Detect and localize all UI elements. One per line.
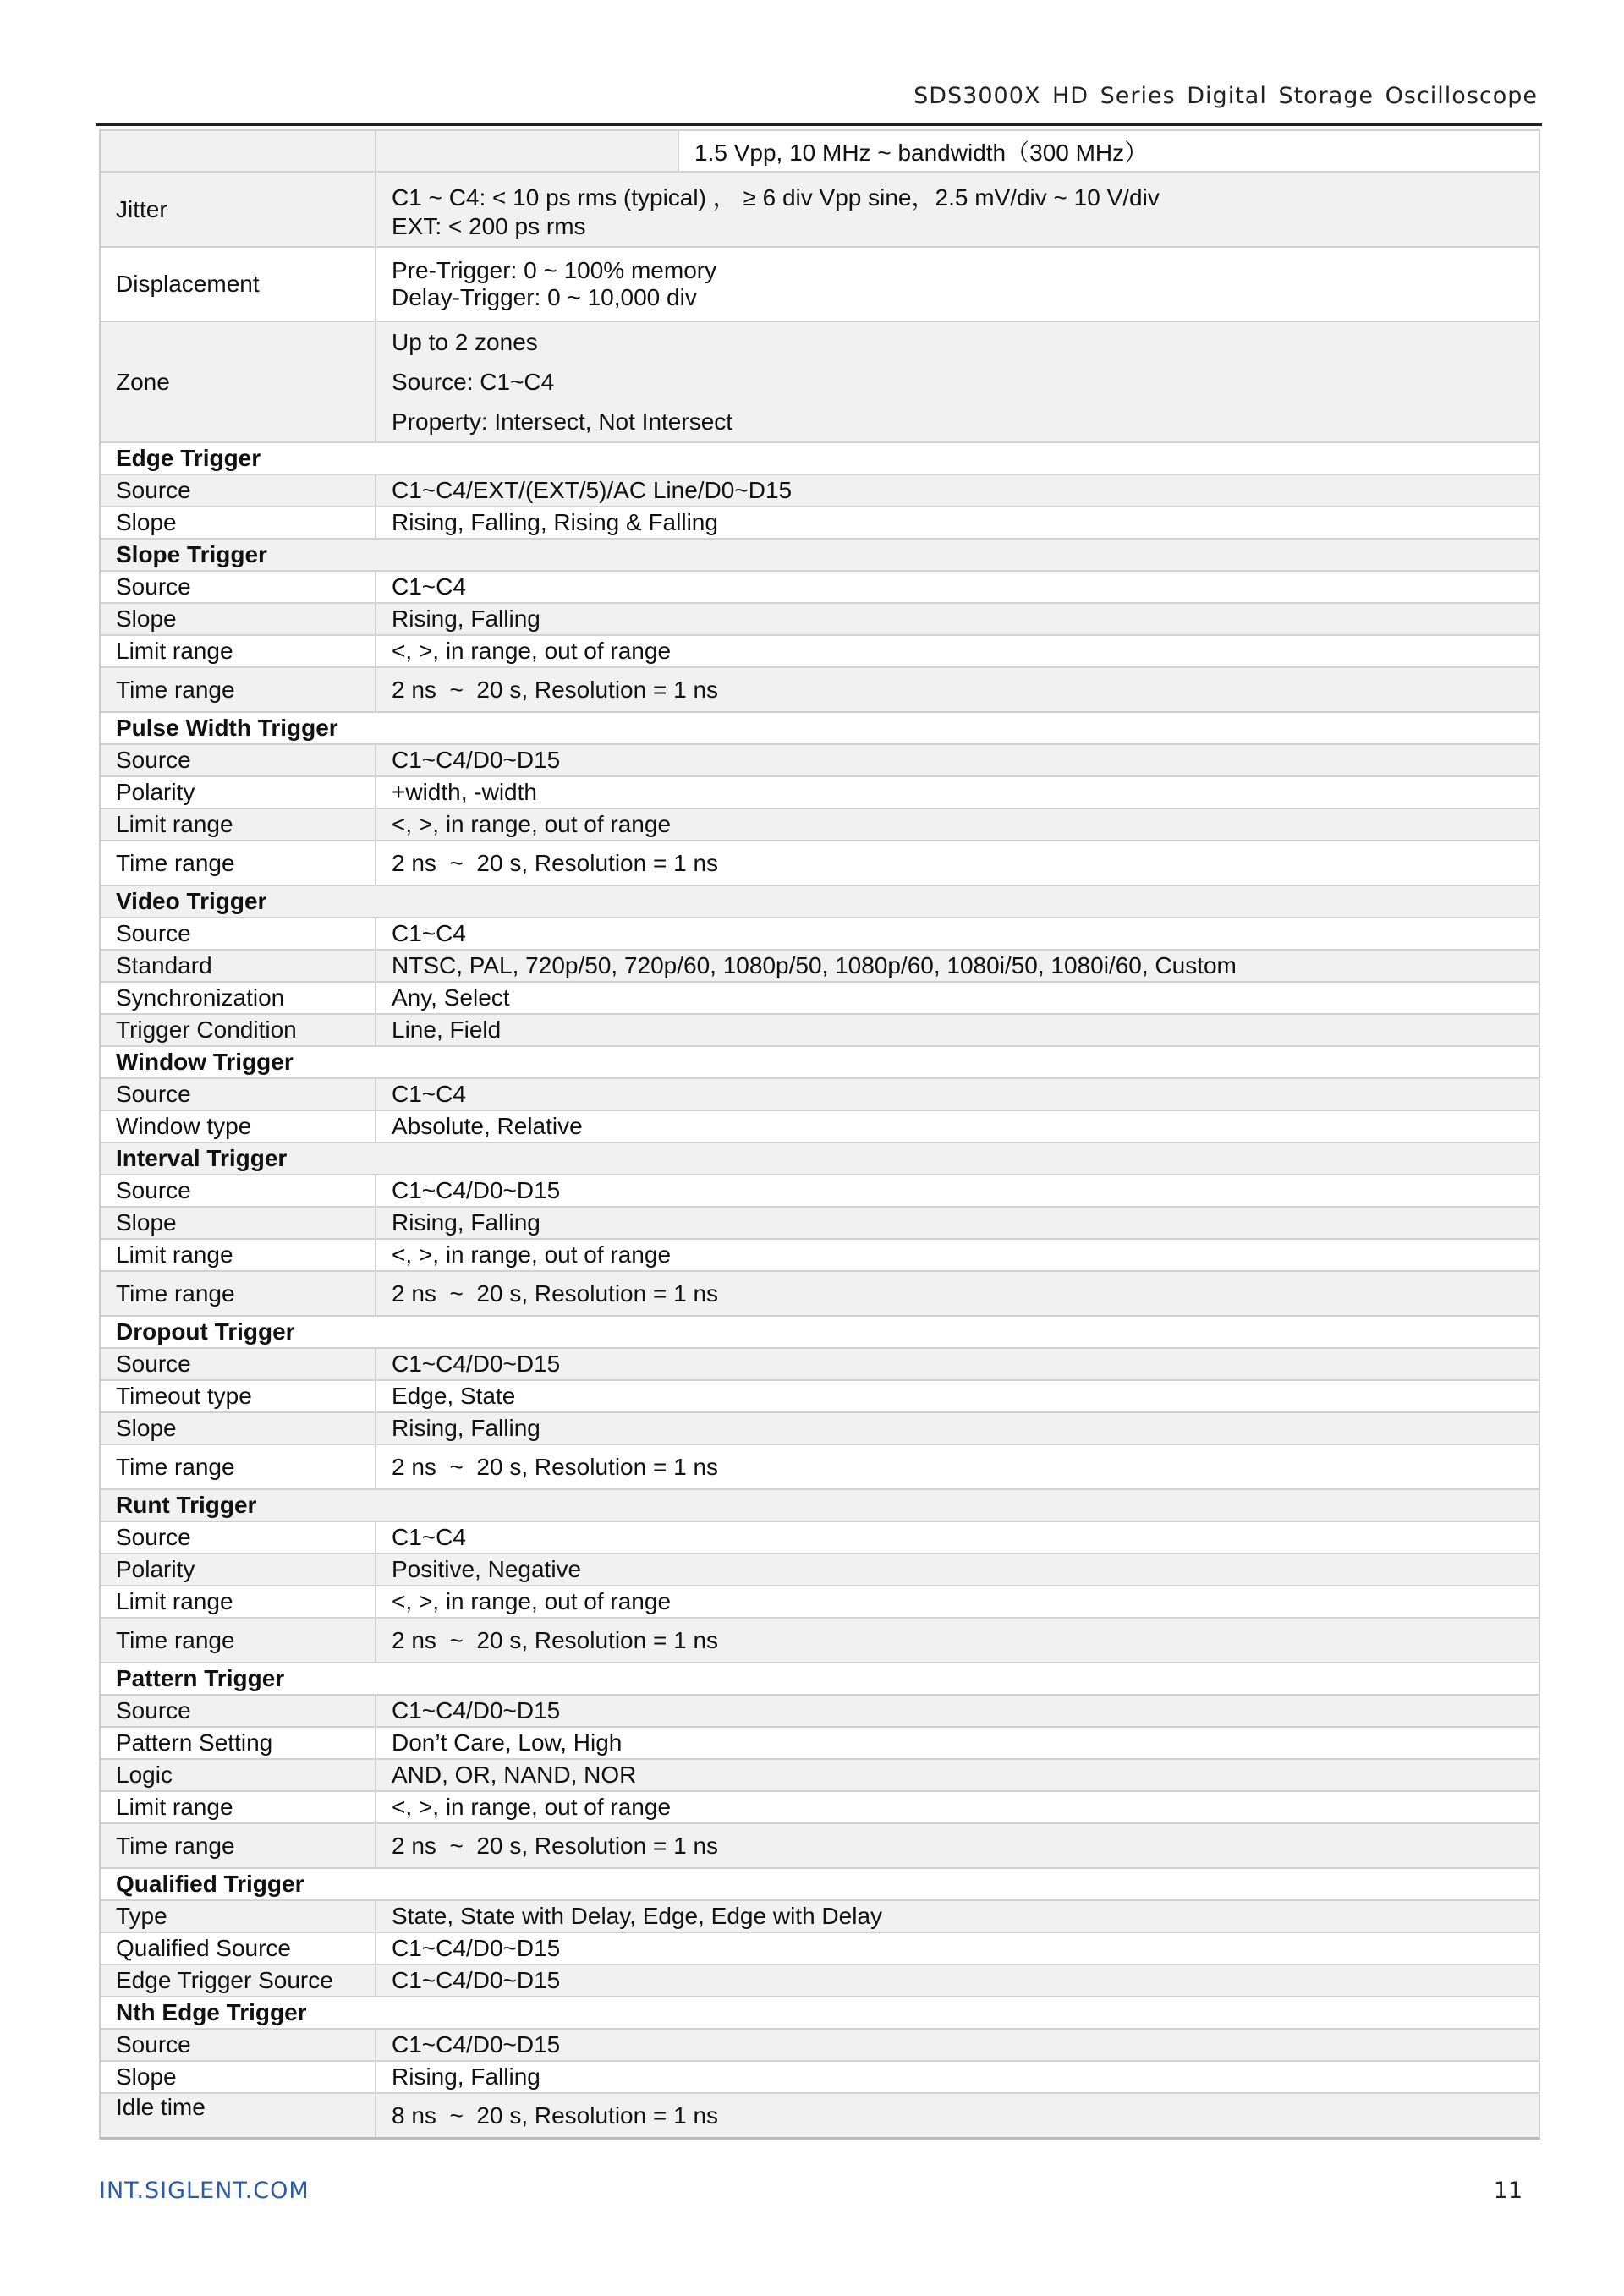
section-title: Interval Trigger <box>116 1145 288 1171</box>
table-row <box>101 917 1539 949</box>
row-value: 2 ns ~ 20 s, Resolution = 1 ns <box>392 849 719 876</box>
section-title: Qualified Trigger <box>116 1871 304 1897</box>
table-row <box>101 1174 1539 1206</box>
table-row <box>101 1899 1539 1932</box>
row-value: C1~C4/D0~D15 <box>392 2031 561 2058</box>
table-row <box>101 1964 1539 1996</box>
table-row <box>101 1206 1539 1238</box>
value-line: Property: Intersect, Not Intersect <box>392 408 733 435</box>
page-number: 11 <box>1493 2178 1522 2204</box>
footer-website-link[interactable]: INT.SIGLENT.COM <box>99 2178 310 2204</box>
section-header-row <box>101 1045 1539 1077</box>
table-row <box>101 1347 1539 1379</box>
table-row <box>101 1790 1539 1822</box>
row-label: Time range <box>101 1272 376 1315</box>
section-header-row <box>101 441 1539 474</box>
row-value: C1~C4 <box>392 1524 466 1550</box>
value-line: EXT: < 200 ps rms <box>392 212 586 239</box>
table-row <box>101 1238 1539 1270</box>
table-row <box>101 129 1539 171</box>
row-label: Limit range <box>101 1792 376 1822</box>
row-value: <, >, in range, out of range <box>392 1588 672 1614</box>
section-header-row <box>101 1996 1539 2028</box>
trigger-spec-table <box>99 129 1540 2140</box>
section-header-row <box>101 1662 1539 1694</box>
row-label: Window type <box>101 1111 376 1142</box>
row-label: Source <box>101 1175 376 1206</box>
row-value: Don’t Care, Low, High <box>392 1729 623 1756</box>
row-value: 8 ns ~ 20 s, Resolution = 1 ns <box>392 2101 719 2129</box>
row-label: Limit range <box>101 809 376 840</box>
row-label: Source <box>101 1696 376 1726</box>
row-label: Time range <box>101 1445 376 1488</box>
value-line: C1 ~ C4: < 10 ps rms (typical) ， ≥ 6 div Vpp sine，2.5 mV/div ~ 10 V/div <box>392 184 1160 211</box>
row-label: Slope <box>101 604 376 634</box>
table-row <box>101 743 1539 775</box>
row-value <box>376 322 1539 441</box>
row-value <box>679 131 1539 171</box>
row-value: AND, OR, NAND, NOR <box>392 1762 637 1788</box>
table-row <box>101 602 1539 634</box>
value-line: Delay-Trigger: 0 ~ 10,000 div <box>392 284 697 310</box>
row-value <box>376 248 1539 321</box>
row-value: Any, Select <box>392 984 510 1011</box>
table-row <box>101 246 1539 321</box>
row-value: Rising, Falling <box>392 1209 540 1236</box>
row-label: Zone <box>101 322 376 441</box>
row-label: Source <box>101 475 376 506</box>
table-row <box>101 1553 1539 1585</box>
section-title: Pulse Width Trigger <box>116 715 338 741</box>
row-value: 2 ns ~ 20 s, Resolution = 1 ns <box>392 1832 719 1859</box>
row-value: C1~C4 <box>392 573 466 600</box>
table-row <box>101 1444 1539 1488</box>
table-row <box>101 321 1539 441</box>
row-label: Slope <box>101 1413 376 1444</box>
row-value: C1~C4/D0~D15 <box>392 747 561 773</box>
section-title: Dropout Trigger <box>116 1318 295 1345</box>
row-value: Rising, Falling, Rising & Falling <box>392 509 718 535</box>
table-row <box>101 1694 1539 1726</box>
row-value: State, State with Delay, Edge, Edge with Delay <box>392 1903 883 1929</box>
value-line: Source: C1~C4 <box>392 368 555 395</box>
table-row <box>101 2060 1539 2092</box>
row-value: +width, -width <box>392 779 537 805</box>
row-label: Source <box>101 572 376 602</box>
row-label: Jitter <box>101 173 376 246</box>
row-value: Positive, Negative <box>392 1556 582 1582</box>
row-value: <, >, in range, out of range <box>392 638 672 664</box>
row-value: C1~C4/EXT/(EXT/5)/AC Line/D0~D15 <box>392 477 793 503</box>
table-row <box>101 570 1539 602</box>
row-value: C1~C4/D0~D15 <box>392 1351 561 1377</box>
table-row <box>101 1726 1539 1758</box>
row-value: 2 ns ~ 20 s, Resolution = 1 ns <box>392 676 719 703</box>
table-row <box>101 666 1539 711</box>
row-label: Pattern Setting <box>101 1728 376 1758</box>
value-line: 1.5 Vpp, 10 MHz ~ bandwidth（300 MHz） <box>694 139 1149 166</box>
table-row <box>101 1077 1539 1110</box>
table-row <box>101 1822 1539 1867</box>
section-header-row <box>101 1488 1539 1521</box>
value-line: Pre-Trigger: 0 ~ 100% memory <box>392 257 717 283</box>
table-row <box>101 1379 1539 1411</box>
row-label: Time range <box>101 1619 376 1662</box>
row-label: Edge Trigger Source <box>101 1965 376 1996</box>
row-label: Type <box>101 1901 376 1932</box>
row-value: <, >, in range, out of range <box>392 811 672 837</box>
row-label: Idle time <box>101 2094 376 2137</box>
section-title: Pattern Trigger <box>116 1665 285 1691</box>
row-label: Source <box>101 1522 376 1553</box>
row-label: Polarity <box>101 777 376 808</box>
table-row <box>101 2028 1539 2060</box>
row-value: C1~C4/D0~D15 <box>392 1697 561 1723</box>
row-value: C1~C4/D0~D15 <box>392 1935 561 1961</box>
row-value: C1~C4 <box>392 920 466 946</box>
table-row <box>101 171 1539 246</box>
row-label: Synchronization <box>101 983 376 1013</box>
section-title: Edge Trigger <box>116 445 261 471</box>
row-label: Slope <box>101 2062 376 2092</box>
section-header-row <box>101 1142 1539 1174</box>
row-value: Absolute, Relative <box>392 1113 583 1139</box>
row-value: C1~C4/D0~D15 <box>392 1967 561 1993</box>
row-label: Source <box>101 1079 376 1110</box>
row-label: Limit range <box>101 636 376 666</box>
section-title: Nth Edge Trigger <box>116 1999 307 2025</box>
row-label: Polarity <box>101 1554 376 1585</box>
row-value: Edge, State <box>392 1383 516 1409</box>
row-label: Logic <box>101 1760 376 1790</box>
table-row <box>101 1585 1539 1617</box>
section-header-row <box>101 1315 1539 1347</box>
table-row <box>101 506 1539 538</box>
table-row <box>101 634 1539 666</box>
table-row <box>101 949 1539 981</box>
table-row <box>101 808 1539 840</box>
table-row <box>101 1270 1539 1315</box>
row-value: NTSC, PAL, 720p/50, 720p/60, 1080p/50, 1080p/60, 1080i/50, 1080i/60, Custom <box>392 952 1237 978</box>
table-row <box>101 840 1539 885</box>
document-header-title: SDS3000X HD Series Digital Storage Oscilloscope <box>914 83 1538 109</box>
row-label: Time range <box>101 841 376 885</box>
row-value: C1~C4/D0~D15 <box>392 1177 561 1203</box>
table-row <box>101 1411 1539 1444</box>
row-label: Source <box>101 2030 376 2060</box>
row-value: Line, Field <box>392 1016 502 1043</box>
table-row <box>101 1110 1539 1142</box>
row-value: <, >, in range, out of range <box>392 1241 672 1268</box>
row-value: 2 ns ~ 20 s, Resolution = 1 ns <box>392 1453 719 1480</box>
table-row <box>101 1758 1539 1790</box>
row-label: Slope <box>101 507 376 538</box>
table-row <box>101 1617 1539 1662</box>
table-row <box>101 775 1539 808</box>
section-title: Slope Trigger <box>116 541 267 567</box>
value-line: Up to 2 zones <box>392 328 538 355</box>
row-label: Slope <box>101 1208 376 1238</box>
row-label: Trigger Condition <box>101 1015 376 1045</box>
section-title: Video Trigger <box>116 888 267 914</box>
table-row <box>101 1521 1539 1553</box>
table-row <box>101 981 1539 1013</box>
row-label: Displacement <box>101 248 376 321</box>
row-label: Limit range <box>101 1240 376 1270</box>
table-row <box>101 1013 1539 1045</box>
row-label: Source <box>101 918 376 949</box>
row-value: Rising, Falling <box>392 1415 540 1441</box>
row-value: 2 ns ~ 20 s, Resolution = 1 ns <box>392 1626 719 1653</box>
row-label: Qualified Source <box>101 1933 376 1964</box>
section-header-row <box>101 711 1539 743</box>
section-title: Runt Trigger <box>116 1492 257 1518</box>
section-header-row <box>101 538 1539 570</box>
row-label: Timeout type <box>101 1381 376 1411</box>
row-label: Time range <box>101 668 376 711</box>
row-value <box>376 173 1539 246</box>
row-label: Limit range <box>101 1586 376 1617</box>
row-label: Standard <box>101 951 376 981</box>
row-label: Source <box>101 1349 376 1379</box>
table-row <box>101 2092 1539 2137</box>
row-value: 2 ns ~ 20 s, Resolution = 1 ns <box>392 1280 719 1307</box>
row-value: Rising, Falling <box>392 2063 540 2090</box>
row-value: Rising, Falling <box>392 606 540 632</box>
header-divider <box>96 123 1542 126</box>
table-row <box>101 474 1539 506</box>
row-label <box>101 131 376 171</box>
row-label: Time range <box>101 1824 376 1867</box>
table-row <box>101 1932 1539 1964</box>
row-label: Source <box>101 745 376 775</box>
row-value: C1~C4 <box>392 1081 466 1107</box>
section-title: Window Trigger <box>116 1049 294 1075</box>
section-header-row <box>101 885 1539 917</box>
row-value: <, >, in range, out of range <box>392 1794 672 1820</box>
section-header-row <box>101 1867 1539 1899</box>
row-sublabel-cell <box>376 131 679 171</box>
